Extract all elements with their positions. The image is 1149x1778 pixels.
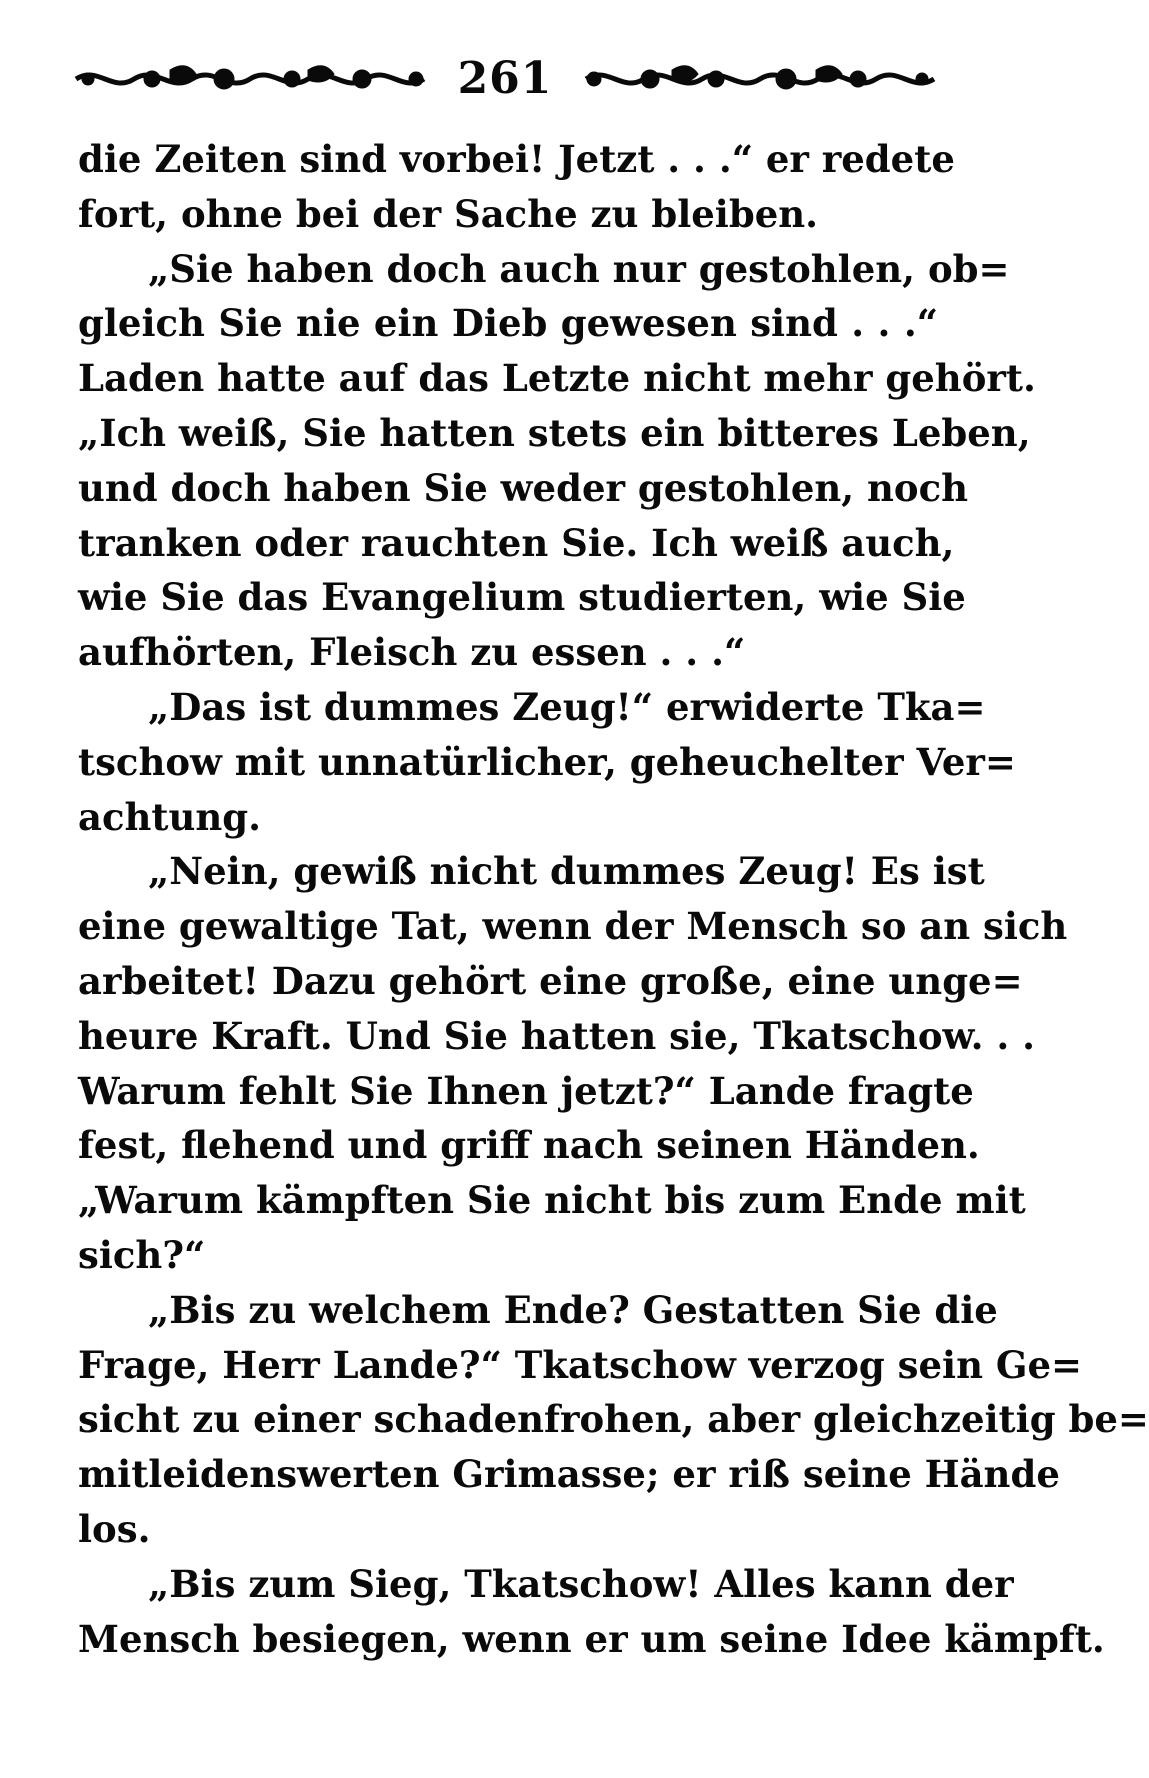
left-ornament bbox=[70, 62, 430, 96]
right-ornament bbox=[580, 62, 940, 96]
body-text bbox=[78, 132, 1149, 1666]
text-line: los. bbox=[78, 1506, 151, 1551]
text-line: eine gewaltige Tat, wenn der Mensch so an sich bbox=[78, 904, 1068, 949]
text-line: „Sie haben doch auch nur gestohlen, ob= bbox=[148, 246, 1010, 291]
text-line: wie Sie das Evangelium studierten, wie Sie bbox=[78, 575, 966, 620]
text-line: arbeitet! Dazu gehört eine große, eine unge= bbox=[78, 958, 1023, 1003]
text-line: sich?“ bbox=[78, 1232, 206, 1277]
text-line: tschow mit unnatürlicher, geheuchelter Ver= bbox=[78, 739, 1016, 784]
text-line: tranken oder rauchten Sie. Ich weiß auch, bbox=[78, 520, 955, 565]
text-line: Laden hatte auf das Letzte nicht mehr gehört. bbox=[78, 356, 1036, 401]
text-line: mitleidenswerten Grimasse; er riß seine Hände bbox=[78, 1452, 1060, 1497]
text-line: fort, ohne bei der Sache zu bleiben. bbox=[78, 191, 819, 236]
text-line: die Zeiten sind vorbei! Jetzt . . .“ er redete bbox=[78, 137, 955, 181]
text-line: Warum fehlt Sie Ihnen jetzt?“ Lande fragte bbox=[78, 1068, 974, 1113]
text-line: achtung. bbox=[78, 794, 262, 839]
text-line: sicht zu einer schadenfrohen, aber gleichzeitig be= bbox=[78, 1397, 1149, 1442]
text-line: „Bis zum Sieg, Tkatschow! Alles kann der bbox=[148, 1561, 1014, 1606]
text-line: gleich Sie nie ein Dieb gewesen sind . . .“ bbox=[78, 301, 938, 346]
text-line: „Nein, gewiß nicht dummes Zeug! Es ist bbox=[148, 849, 985, 894]
text-line: heure Kraft. Und Sie hatten sie, Tkatschow. . . bbox=[78, 1013, 1036, 1058]
page-header bbox=[70, 44, 940, 114]
page-number: 261 bbox=[457, 53, 553, 104]
text-line: fest, flehend und griff nach seinen Händen. bbox=[78, 1123, 980, 1168]
text-line: „Bis zu welchem Ende? Gestatten Sie die bbox=[148, 1287, 998, 1332]
text-line: „Ich weiß, Sie hatten stets ein bitteres Leben, bbox=[78, 410, 1031, 455]
text-line: Mensch besiegen, wenn er um seine Idee kämpft. bbox=[78, 1616, 1105, 1661]
text-line: und doch haben Sie weder gestohlen, noch bbox=[78, 465, 969, 510]
text-line: Frage, Herr Lande?“ Tkatschow verzog sein Ge= bbox=[78, 1342, 1083, 1387]
text-line: „Das ist dummes Zeug!“ erwiderte Tka= bbox=[148, 684, 986, 729]
text-line: aufhörten, Fleisch zu essen . . .“ bbox=[78, 630, 746, 675]
text-line: „Warum kämpften Sie nicht bis zum Ende mit bbox=[78, 1178, 1026, 1223]
